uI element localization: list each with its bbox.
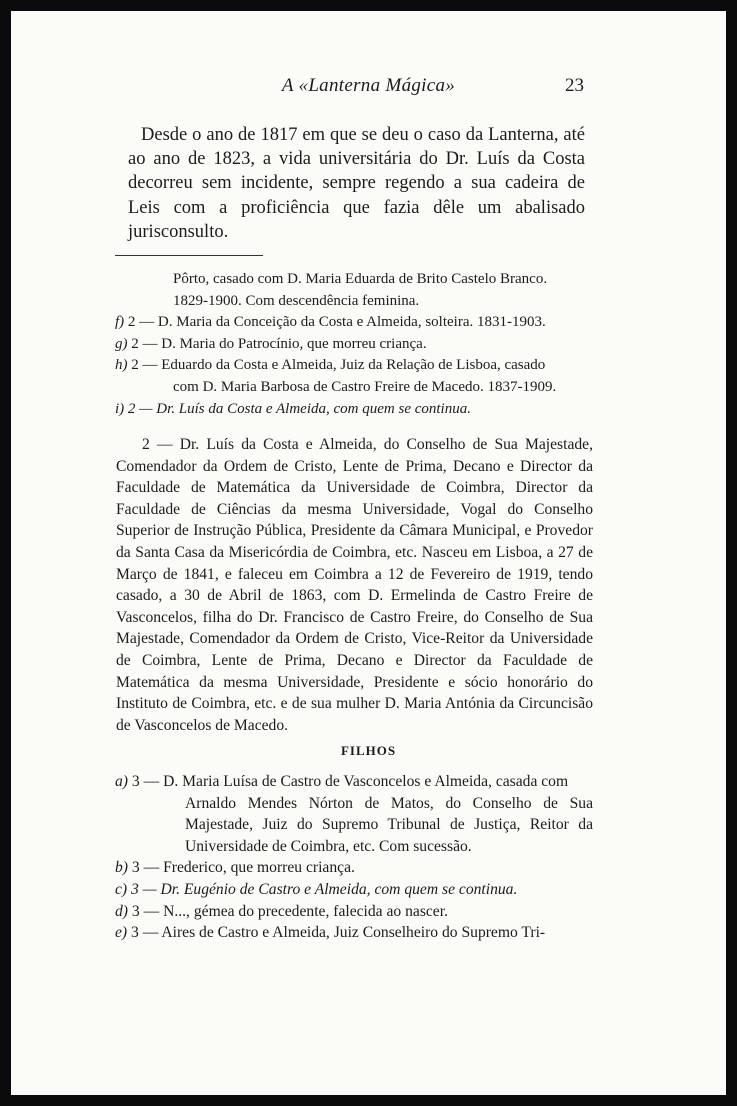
note-tag: h) (115, 357, 128, 374)
note-item-f (115, 312, 593, 334)
page-header (11, 75, 726, 105)
child-tag: a) (115, 773, 128, 790)
child-text: 3 — D. Maria Luísa de Castro de Vasconcelos e Almeida, casada com (131, 773, 569, 790)
child-text: 3 — Frederico, que morreu criança. (131, 859, 355, 877)
note-tag: g) (115, 335, 128, 352)
child-text: 3 — N..., gémea do precedente, falecida ao nascer. (131, 902, 448, 920)
book-page (11, 11, 726, 1095)
genealogy-notes (115, 269, 593, 420)
biography-paragraph: 2 — Dr. Luís da Costa e Almeida, do Conselho de Sua Majestade, Comendador da Ordem de Cristo, Lente de Prima, Decano e Director da Faculdade de Matemática da Universidade de Coimbra, Director da Faculdade de Ciências da mesma Universidade, Vogal do Conselho Superior de Instrução Pública, Presidente da Câmara Municipal, e Provedor da Santa Casa da Misericórdia de Coimbra, etc. Nasceu em Lisboa, a 27 de Março de 1841, e faleceu em Coimbra a 12 de Fevereiro de 1919, tendo casado, a 30 de Abril de 1863, com D. Ermelinda de Castro Freire de Vasconcelos, filha do Dr. Francisco de Castro Freire, do Conselho de Sua Majestade, Comendador da Ordem de Cristo, Vice-Reitor da Universidade de Coimbra, Lente de Prima, Decano e Director da Faculdade de Matemática da mesma Universidade, Presidente e sócio honorário do Instituto de Coimbra, etc. e de sua mulher D. Maria Antónia da Circuncisão de Vasconcelos de Macedo. (116, 436, 593, 734)
children-list (115, 771, 593, 944)
child-tag: e) (115, 924, 128, 942)
note-continuation-line: Pôrto, casado com D. Maria Eduarda de Brito Castelo Branco. (173, 271, 548, 287)
child-text: 3 — Dr. Eugénio de Castro e Almeida, com quem se continua. (131, 880, 518, 898)
child-item-a (115, 771, 593, 857)
note-text: 2 — Eduardo da Costa e Almeida, Juiz da Relação de Lisboa, casado (131, 357, 546, 374)
note-text: 2 — D. Maria da Conceição da Costa e Almeida, solteira. 1831-1903. (127, 314, 546, 331)
child-text-continuation: Arnaldo Mendes Nórton de Matos, do Conselho de Sua Majestade, Juiz do Supremo Tribunal de Justiça, Reitor da Universidade de Coimbra, etc. Com sucessão. (185, 794, 593, 855)
intro-paragraph: Desde o ano de 1817 em que se deu o caso da Lanterna, até ao ano de 1823, a vida universitária do Dr. Luís da Costa decorreu sem incidente, sempre regendo a sua cadeira de Leis com a proficiência que fazia dêle um abalisado jurisconsulto. (128, 125, 585, 242)
child-tag: d) (115, 902, 128, 920)
child-text: 3 — Aires de Castro e Almeida, Juiz Conselheiro do Supremo Tri- (131, 924, 546, 942)
note-text-continuation: com D. Maria Barbosa de Castro Freire de Macedo. 1837-1909. (173, 378, 557, 395)
note-item-g (115, 334, 593, 356)
footnote-divider (115, 255, 263, 256)
note-text: 2 — D. Maria do Patrocínio, que morreu criança. (131, 335, 427, 352)
child-tag: c) (115, 880, 128, 898)
child-item-e (115, 922, 593, 944)
running-title: A «Lanterna Mágica» (281, 75, 456, 96)
child-tag: b) (115, 859, 128, 877)
child-item-d (115, 901, 593, 923)
note-tag: f) (115, 314, 125, 331)
note-text: 2 — Dr. Luís da Costa e Almeida, com quem se continua. (127, 400, 471, 417)
note-tag: i) (115, 400, 125, 417)
section-heading-filhos: FILHOS (340, 743, 397, 758)
page-number: 23 (565, 75, 584, 96)
intro-paragraph-block (128, 123, 585, 244)
child-item-b (115, 857, 593, 879)
child-item-c (115, 879, 593, 901)
note-item-i (115, 399, 593, 421)
note-continuation-line: 1829-1900. Com descendência feminina. (173, 292, 420, 309)
note-item-h (115, 355, 593, 398)
biography-block (116, 434, 593, 736)
